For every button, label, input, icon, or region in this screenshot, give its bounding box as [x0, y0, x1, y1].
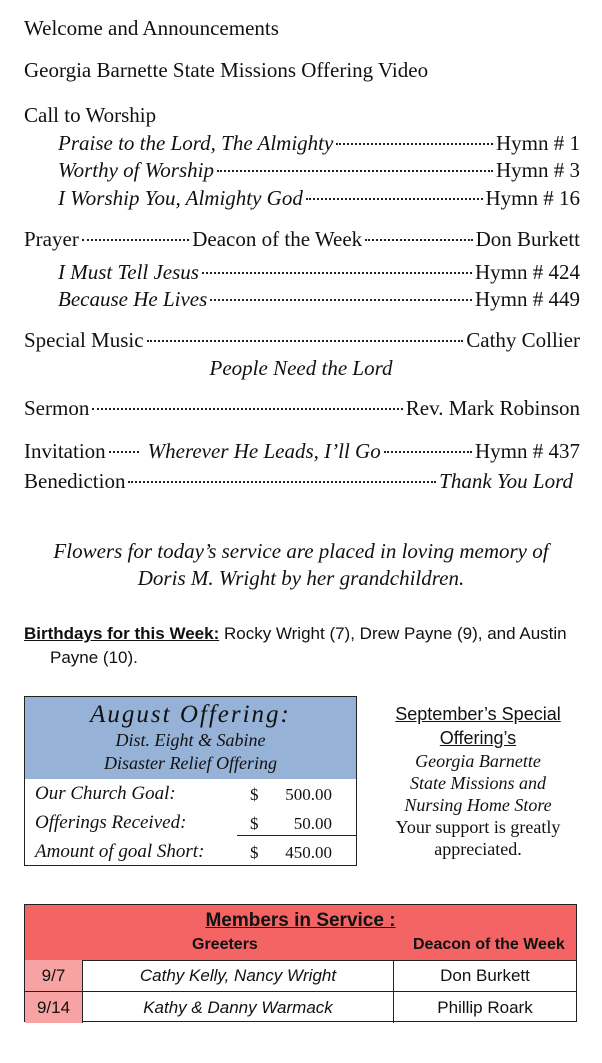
- short-dollar: $: [250, 843, 259, 862]
- members-header: [25, 905, 576, 961]
- greeters-heading: Greeters: [192, 936, 258, 953]
- benediction-label: Benediction: [24, 469, 126, 493]
- special-music-label: Special Music: [24, 328, 144, 352]
- flowers-line-2: Doris M. Wright by her grandchildren.: [137, 566, 465, 590]
- invitation-label: Invitation: [24, 439, 106, 463]
- sermon-name: Rev. Mark Robinson: [405, 396, 580, 420]
- hymn-number: Hymn # 16: [485, 186, 580, 210]
- september-name-2: State Missions and: [409, 773, 546, 793]
- special-music-song: People Need the Lord: [209, 356, 393, 380]
- hymn-number: Hymn # 1: [496, 131, 580, 155]
- prayer-hymn-row: [58, 260, 580, 285]
- goal-dollar: $: [250, 785, 259, 804]
- call-to-worship: Call to Worship: [24, 103, 157, 127]
- august-offering-header: [25, 697, 356, 779]
- prayer-name: Don Burkett: [475, 227, 580, 251]
- flowers-line-1: Flowers for today’s service are placed in loving memory of: [53, 539, 549, 563]
- birthdays-label: Birthdays for this Week:: [24, 624, 220, 643]
- members-title: Members in Service :: [205, 910, 396, 931]
- prayer-middle: Deacon of the Week: [192, 227, 363, 251]
- august-offering-title: August Offering:: [90, 701, 291, 728]
- received-label: Offerings Received:: [35, 812, 187, 833]
- prayer-row: [24, 227, 580, 252]
- august-offering-line3: Disaster Relief Offering: [104, 753, 277, 773]
- row-deacon: Phillip Roark: [437, 997, 533, 1017]
- september-name-3: Nursing Home Store: [404, 795, 552, 815]
- benediction-row: [24, 469, 573, 494]
- invitation-song: Wherever He Leads, I’ll Go: [147, 439, 381, 463]
- special-music-row: [24, 328, 580, 353]
- worship-hymn-row: [58, 186, 580, 211]
- september-support-2: appreciated.: [434, 839, 522, 859]
- invitation-row: [24, 439, 580, 464]
- row-deacon: Don Burkett: [440, 965, 530, 985]
- hymn-title: Praise to the Lord, The Almighty: [58, 131, 334, 155]
- row-greeters: Kathy & Danny Warmack: [83, 992, 394, 1023]
- invitation-hymn: Hymn # 437: [475, 439, 580, 463]
- hymn-title: Because He Lives: [58, 287, 208, 311]
- september-title-1: September’s Special: [395, 704, 561, 724]
- prayer-label: Prayer: [24, 227, 79, 251]
- worship-hymn-row: [58, 158, 580, 183]
- hymn-number: Hymn # 424: [475, 260, 580, 284]
- sermon-row: [24, 396, 580, 421]
- table-row: [25, 992, 576, 1023]
- august-offering-box: [24, 696, 357, 866]
- received-amount: 50.00: [293, 814, 332, 833]
- table-row: [25, 960, 576, 992]
- welcome-line: Welcome and Announcements: [24, 16, 279, 40]
- row-date: 9/14: [25, 992, 83, 1023]
- hymn-number: Hymn # 449: [475, 287, 580, 311]
- goal-label: Our Church Goal:: [35, 783, 176, 804]
- prayer-hymn-row: [58, 287, 580, 312]
- hymn-number: Hymn # 3: [496, 158, 580, 182]
- september-offering: [372, 702, 584, 860]
- september-support-1: Your support is greatly: [395, 817, 561, 837]
- special-music-name: Cathy Collier: [466, 328, 580, 352]
- short-label: Amount of goal Short:: [35, 841, 205, 862]
- hymn-title: I Worship You, Almighty God: [58, 186, 303, 210]
- sermon-label: Sermon: [24, 396, 90, 420]
- goal-amount: 500.00: [285, 785, 332, 804]
- row-date: 9/7: [25, 960, 83, 991]
- benediction-song: Thank You Lord: [439, 469, 573, 493]
- worship-hymn-row: [58, 131, 580, 156]
- received-dollar: $: [250, 814, 259, 833]
- birthdays-continued: Payne (10).: [50, 648, 138, 667]
- hymn-title: I Must Tell Jesus: [58, 260, 199, 284]
- row-greeters: Cathy Kelly, Nancy Wright: [83, 960, 394, 991]
- total-rule: [237, 835, 357, 836]
- september-title-2: Offering’s: [439, 728, 517, 748]
- birthdays: [24, 622, 584, 670]
- august-offering-line2: Dist. Eight & Sabine: [115, 730, 266, 750]
- hymn-title: Worthy of Worship: [58, 158, 214, 182]
- members-table: [24, 904, 577, 1022]
- deacon-heading: Deacon of the Week: [413, 936, 565, 953]
- birthdays-text: Rocky Wright (7), Drew Payne (9), and Austin: [219, 624, 567, 643]
- september-name-1: Georgia Barnette: [415, 751, 541, 771]
- short-amount: 450.00: [285, 843, 332, 862]
- video-line: Georgia Barnette State Missions Offering Video: [24, 58, 429, 82]
